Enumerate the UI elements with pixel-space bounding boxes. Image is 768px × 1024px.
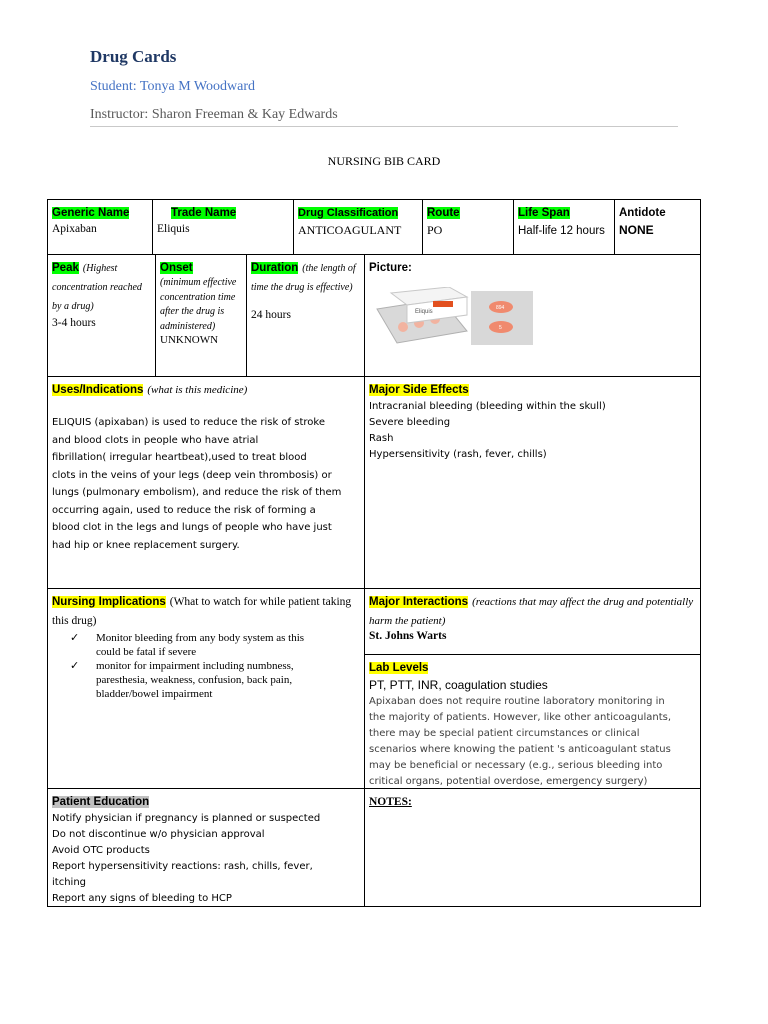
student-name: Student: Tonya M Woodward xyxy=(90,79,255,94)
education-item: Do not discontinue w/o physician approval xyxy=(52,829,265,841)
uses-line: fibrillation( irregular heartbeat),used to treat blood xyxy=(52,452,307,464)
major-interactions-label: Major Interactions xyxy=(369,596,469,608)
uses-line: ELIQUIS (apixaban) is used to reduce the risk of stroke xyxy=(52,417,325,429)
onset-label: Onset xyxy=(160,262,193,274)
education-item: Report hypersensitivity reactions: rash, chills, fever, xyxy=(52,861,313,873)
uses-line: had hip or knee replacement surgery. xyxy=(52,539,240,551)
lab-levels-line: critical organs, potential overdose, emergency surgery) xyxy=(369,775,648,787)
nursing-checklist-item: ✓ monitor for impairment including numbness, paresthesia, weakness, confusion, back pain, bladder/bowel impairment xyxy=(70,660,294,701)
drug-classification-value: ANTICOAGULANT xyxy=(298,223,402,238)
uses-line: blood clot in the legs and lungs of people who have just xyxy=(52,522,332,534)
nursing-checklist xyxy=(52,631,360,701)
lab-levels-line: scenarios where knowing the patient 's anticoagulant status xyxy=(369,743,671,755)
major-interactions-value: St. Johns Warts xyxy=(369,630,447,643)
trade-name-cell xyxy=(152,199,294,255)
education-item: Avoid OTC products xyxy=(52,845,150,857)
lab-levels-label: Lab Levels xyxy=(369,662,429,674)
route-cell xyxy=(422,199,514,255)
education-item: itching xyxy=(52,877,86,889)
duration-cell xyxy=(246,254,365,377)
onset-note: (minimum effective concentration time after the drug is administered) xyxy=(160,277,237,332)
nursing-implications-note: (What to watch for while patient taking this drug) xyxy=(52,596,352,628)
uses-indications-cell xyxy=(47,376,365,589)
side-effect-item: Severe bleeding xyxy=(369,417,451,429)
checkmark-icon: ✓ xyxy=(70,632,80,645)
trade-name-label: Trade Name xyxy=(171,207,237,219)
document-title: Drug Cards xyxy=(90,47,177,66)
duration-value: 24 hours xyxy=(251,309,291,322)
lab-levels-value: PT, PTT, INR, coagulation studies xyxy=(369,678,548,693)
generic-name-cell xyxy=(47,199,153,255)
life-span-cell xyxy=(513,199,615,255)
onset-value: UNKNOWN xyxy=(160,334,219,347)
drug-package-image xyxy=(371,287,561,349)
antidote-value: NONE xyxy=(619,223,654,238)
lab-levels-line: the majority of patients. However, like other anticoagulants, xyxy=(369,711,672,723)
antidote-cell xyxy=(614,199,701,255)
side-effect-item: Intracranial bleeding (bleeding within the skull) xyxy=(369,401,606,413)
major-interactions-cell xyxy=(364,588,701,655)
education-item: Notify physician if pregnancy is planned or suspected xyxy=(52,813,321,825)
picture-label: Picture: xyxy=(369,262,412,274)
peak-value: 3-4 hours xyxy=(52,316,96,329)
generic-name-value: Apixaban xyxy=(52,223,97,236)
patient-education-label: Patient Education xyxy=(52,796,150,808)
pills-icon xyxy=(471,291,533,345)
antidote-label: Antidote xyxy=(619,207,666,219)
generic-name-label: Generic Name xyxy=(52,207,130,219)
drug-classification-cell xyxy=(293,199,423,255)
side-effects-label: Major Side Effects xyxy=(369,384,469,396)
peak-cell xyxy=(47,254,156,377)
side-effect-item: Rash xyxy=(369,433,394,445)
route-label: Route xyxy=(427,207,460,219)
header-divider xyxy=(90,126,678,127)
lab-levels-line: Apixaban does not require routine laboratory monitoring in xyxy=(369,695,665,707)
nursing-implications-label: Nursing Implications xyxy=(52,596,166,608)
onset-cell xyxy=(155,254,247,377)
side-effects-cell xyxy=(364,376,701,589)
instructor-name: Instructor: Sharon Freeman & Kay Edwards xyxy=(90,107,338,122)
education-item: Report any signs of bleeding to HCP xyxy=(52,893,232,905)
trade-name-value: Eliquis xyxy=(157,223,190,236)
duration-note: (the length of time the drug is effective) xyxy=(251,263,356,294)
lab-levels-cell xyxy=(364,654,701,789)
pill-marking-2: 5 xyxy=(499,325,502,331)
life-span-label: Life Span xyxy=(518,207,570,219)
side-effects-list xyxy=(369,399,696,463)
box-brand-text: Eliquis xyxy=(415,309,433,315)
checkmark-icon: ✓ xyxy=(70,660,80,673)
lab-levels-line: there may be special patient circumstances or clinical xyxy=(369,727,640,739)
lab-levels-text xyxy=(369,694,696,789)
uses-line: occurring again, used to reduce the risk of forming a xyxy=(52,504,316,516)
major-interactions-note: (reactions that may affect the drug and potentially harm the patient) xyxy=(369,596,694,628)
lab-levels-line: may be beneficial or necessary (e.g., serious bleeding into xyxy=(369,759,663,771)
duration-label: Duration xyxy=(251,262,299,274)
life-span-value: Half-life 12 hours xyxy=(518,225,605,238)
nursing-implications-cell xyxy=(47,588,365,789)
patient-education-list xyxy=(52,811,360,907)
uses-note: (what is this medicine) xyxy=(147,384,248,396)
notes-cell xyxy=(364,788,701,907)
uses-text xyxy=(52,414,360,554)
card-title: NURSING BIB CARD xyxy=(327,154,441,168)
drug-classification-label: Drug Classification xyxy=(298,207,399,219)
uses-line: clots in the veins of your legs (deep vein thrombosis) or xyxy=(52,469,332,481)
uses-line: and blood clots in people who have atrial xyxy=(52,434,259,446)
side-effect-item: Hypersensitivity (rash, fever, chills) xyxy=(369,449,547,461)
peak-label: Peak xyxy=(52,262,79,274)
nursing-checklist-item: ✓ Monitor bleeding from any body system as this could be fatal if severe xyxy=(70,632,305,659)
notes-label: NOTES: xyxy=(369,796,412,808)
peak-note: (Highest concentration reached by a drug) xyxy=(52,263,142,313)
uses-line: lungs (pulmonary embolism), and reduce the risk of them xyxy=(52,487,342,499)
uses-label: Uses/Indications xyxy=(52,384,144,396)
route-value: PO xyxy=(427,223,443,238)
pill-marking-1: 894 xyxy=(496,305,505,311)
patient-education-cell xyxy=(47,788,365,907)
picture-cell xyxy=(364,254,701,377)
